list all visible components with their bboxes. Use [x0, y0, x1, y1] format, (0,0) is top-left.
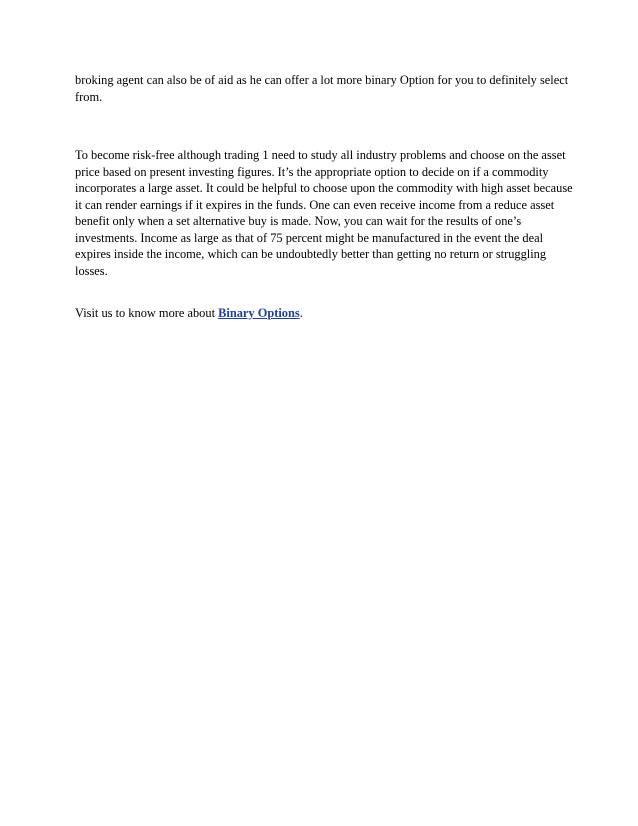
paragraph-broking-agent: broking agent can also be of aid as he can offer a lot more binary Option for you to definitely select from. — [75, 73, 569, 104]
visit-us-suffix: . — [299, 306, 303, 320]
paragraph-risk-free-trading: To become risk-free although trading 1 need to study all industry problems and choose on the asset price based on present investing figures. It’s the appropriate option to decide on if a commodity incorporates a large asset. It could be helpful to choose upon the commodity with high asset because it can render earnings if it expires in the funds. One can even receive income from a reduce asset benefit only when a set alternative buy is made. Now, you can wait for the results of one’s investments. Income as large as that of 75 percent might be manufactured in the event the deal expires inside the income, which can be undoubtedly better than getting no return or struggling losses. — [75, 148, 573, 278]
paragraph-visit-us — [75, 305, 575, 322]
visit-us-prefix: Visit us to know more about — [75, 306, 219, 320]
binary-options-link[interactable]: Binary Options — [218, 306, 300, 320]
